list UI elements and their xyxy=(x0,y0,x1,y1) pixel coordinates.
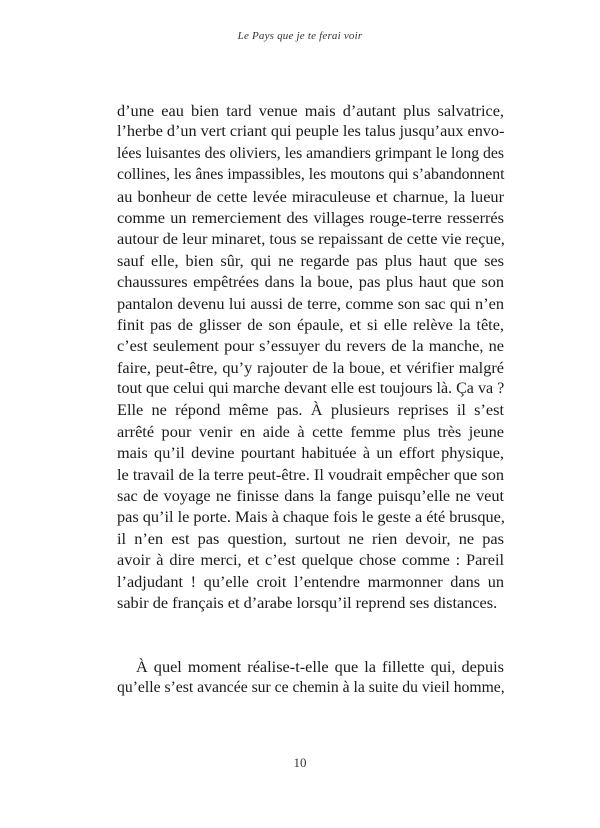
text-line: avoir à dire merci, et c’est quelque chose comme : Pareil xyxy=(117,550,504,570)
text-line: sac de voyage ne finisse dans la fange puisqu’elle ne veut xyxy=(117,486,504,506)
text-line: sauf elle, bien sûr, qui ne regarde pas plus haut que ses xyxy=(117,250,504,270)
text-line: sabir de français et d’arabe lorsqu’il reprend ses distances. xyxy=(117,592,498,612)
text-line: finit pas de glisser de son épaule, et si elle relève la tête, xyxy=(117,314,504,334)
text-line: comme un remerciement des villages rouge-terre resserrés xyxy=(117,207,504,227)
text-line: c’est seulement pour s’essuyer du revers de la manche, ne xyxy=(117,336,504,356)
text-line: l’adjudant ! qu’elle croit l’entendre marmonner dans un xyxy=(117,571,504,591)
text-line: lées luisantes des oliviers, les amandiers grimpant le long des xyxy=(117,144,505,162)
running-header: Le Pays que je te ferai voir xyxy=(237,30,363,42)
text-line: d’une eau bien tard venue mais d’autant plus salvatrice, xyxy=(117,101,504,120)
text-line: qu’elle s’est avancée sur ce chemin à la suite du vieil homme, xyxy=(117,679,505,697)
text-line: À quel moment réalise-t-elle que la fillette qui, depuis xyxy=(136,657,504,676)
text-line: Elle ne répond même pas. À plusieurs reprises il s’est xyxy=(117,400,504,420)
page-number: 10 xyxy=(293,755,307,770)
text-line: il n’en est pas question, surtout ne rien devoir, ne pas xyxy=(117,528,504,548)
text-line: l’herbe d’un vert criant qui peuple les talus jusqu’aux envo- xyxy=(117,122,505,141)
text-line: autour de leur minaret, tous se repaissant de cette vie reçue, xyxy=(117,229,505,249)
text-line: chaussures empêtrées dans la boue, pas plus haut que son xyxy=(117,272,504,292)
paragraph-2 xyxy=(117,656,504,699)
text-line: collines, les ânes impassibles, les moutons qui s’abandonnent xyxy=(117,166,505,184)
text-line: pantalon devenu lui aussi de terre, comme son sac qui n’en xyxy=(117,293,504,313)
text-line: mais qu’il devine pourtant habituée à un effort physique, xyxy=(117,443,504,463)
text-line: arrêté pour venir en aide à cette femme plus très jeune xyxy=(117,421,504,441)
paragraph-1 xyxy=(117,100,504,613)
text-line: tout que celui qui marche devant elle est toujours là. Ça va ? xyxy=(117,380,505,398)
text-line: au bonheur de cette levée miraculeuse et charnue, la lueur xyxy=(117,186,504,206)
text-line: pas qu’il le porte. Mais à chaque fois le geste a été brusque, xyxy=(117,507,505,527)
text-line: faire, peut-être, qu’y rajouter de la boue, et vérifier malgré xyxy=(117,357,504,377)
text-line: le travail de la terre peut-être. Il voudrait empêcher que son xyxy=(117,464,504,484)
